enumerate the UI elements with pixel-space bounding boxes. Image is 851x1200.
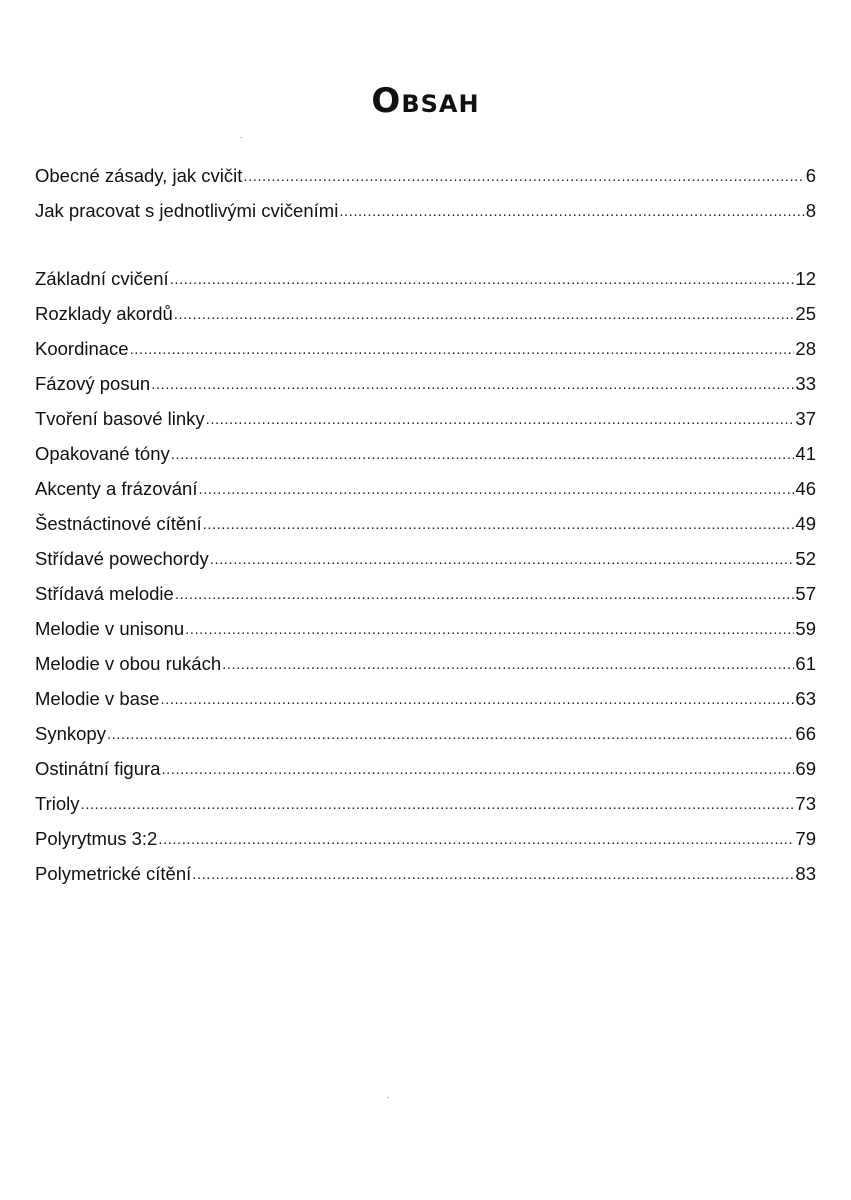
toc-entry-title: Jak pracovat s jednotlivými cvičeními [35, 200, 339, 221]
dot-leader [222, 647, 794, 682]
toc-entry[interactable] [35, 506, 816, 541]
toc-entry-title: Melodie v obou rukách [35, 653, 222, 674]
toc-entry-title: Fázový posun [35, 373, 151, 394]
toc-entry[interactable] [35, 541, 816, 576]
toc-entry[interactable] [35, 331, 816, 366]
toc-entry[interactable] [35, 716, 816, 751]
toc-entry-page: 73 [795, 793, 816, 814]
toc-entry-title: Ostinátní figura [35, 758, 161, 779]
toc-entry-page: 25 [795, 303, 816, 324]
toc-entry-title: Koordinace [35, 338, 129, 359]
dot-leader [210, 542, 795, 577]
dot-leader [339, 194, 804, 229]
toc-entry-page: 41 [795, 443, 816, 464]
toc-entry-title: Opakované tóny [35, 443, 170, 464]
toc-entry[interactable] [35, 436, 816, 471]
toc-entry[interactable] [35, 366, 816, 401]
toc-entry-title: Tvoření basové linky [35, 408, 205, 429]
dot-leader [158, 822, 794, 857]
toc-entry-page: 63 [795, 688, 816, 709]
dot-leader [203, 507, 795, 542]
toc-entry-title: Polyrytmus 3:2 [35, 828, 158, 849]
toc-entry-page: 46 [795, 478, 816, 499]
toc-entry-title: Základní cvičení [35, 268, 169, 289]
page-title: Obsah [371, 80, 480, 121]
dot-leader [175, 577, 795, 612]
dot-leader [170, 262, 795, 297]
toc-intro-list [35, 158, 816, 228]
dot-leader [206, 402, 795, 437]
toc-entry[interactable] [35, 401, 816, 436]
toc-entry-title: Polymetrické cítění [35, 863, 192, 884]
toc-entry-page: 59 [795, 618, 816, 639]
toc-entry-title: Akcenty a frázování [35, 478, 198, 499]
toc-entry[interactable] [35, 193, 816, 228]
toc-entry-page: 28 [795, 338, 816, 359]
toc-entry-title: Šestnáctinové cítění [35, 513, 202, 534]
dot-leader [161, 752, 794, 787]
dot-leader [243, 159, 804, 194]
toc-entry-page: 37 [795, 408, 816, 429]
toc-entry-page: 66 [795, 723, 816, 744]
toc-entry-title: Obecné zásady, jak cvičit [35, 165, 243, 186]
toc-entry-page: 69 [795, 758, 816, 779]
toc-exercises-list [35, 261, 816, 891]
dot-leader [185, 612, 794, 647]
dot-leader [160, 682, 794, 717]
dot-leader [151, 367, 794, 402]
dot-leader [107, 717, 794, 752]
dot-leader [174, 297, 795, 332]
toc-entry-title: Střídavé powechordy [35, 548, 209, 569]
dot-leader [171, 437, 795, 472]
toc-entry[interactable] [35, 158, 816, 193]
toc-entry-page: 8 [805, 200, 816, 221]
toc-entry[interactable] [35, 576, 816, 611]
scan-speck [240, 137, 242, 138]
toc-entry[interactable] [35, 261, 816, 296]
toc-entry[interactable] [35, 821, 816, 856]
dot-leader [192, 857, 794, 892]
toc-entry[interactable] [35, 856, 816, 891]
scan-speck [387, 1097, 389, 1098]
toc-entry-title: Melodie v unisonu [35, 618, 185, 639]
toc-entry-page: 12 [795, 268, 816, 289]
toc-entry-title: Střídavá melodie [35, 583, 174, 604]
toc-entry-title: Trioly [35, 793, 80, 814]
toc-entry[interactable] [35, 611, 816, 646]
toc-entry[interactable] [35, 646, 816, 681]
toc-entry-page: 52 [795, 548, 816, 569]
toc-entry[interactable] [35, 471, 816, 506]
toc-entry-page: 83 [795, 863, 816, 884]
dot-leader [130, 332, 795, 367]
toc-entry[interactable] [35, 296, 816, 331]
toc-entry[interactable] [35, 751, 816, 786]
toc-entry-page: 49 [795, 513, 816, 534]
toc-entry-title: Synkopy [35, 723, 106, 744]
dot-leader [198, 472, 794, 507]
toc-entry-page: 57 [795, 583, 816, 604]
toc-entry-page: 6 [805, 165, 816, 186]
toc-entry-title: Melodie v base [35, 688, 160, 709]
toc-entry-page: 61 [795, 653, 816, 674]
toc-entry[interactable] [35, 681, 816, 716]
toc-entry-page: 79 [795, 828, 816, 849]
toc-entry[interactable] [35, 786, 816, 821]
toc-entry-page: 33 [795, 373, 816, 394]
toc-entry-title: Rozklady akordů [35, 303, 173, 324]
dot-leader [81, 787, 795, 822]
